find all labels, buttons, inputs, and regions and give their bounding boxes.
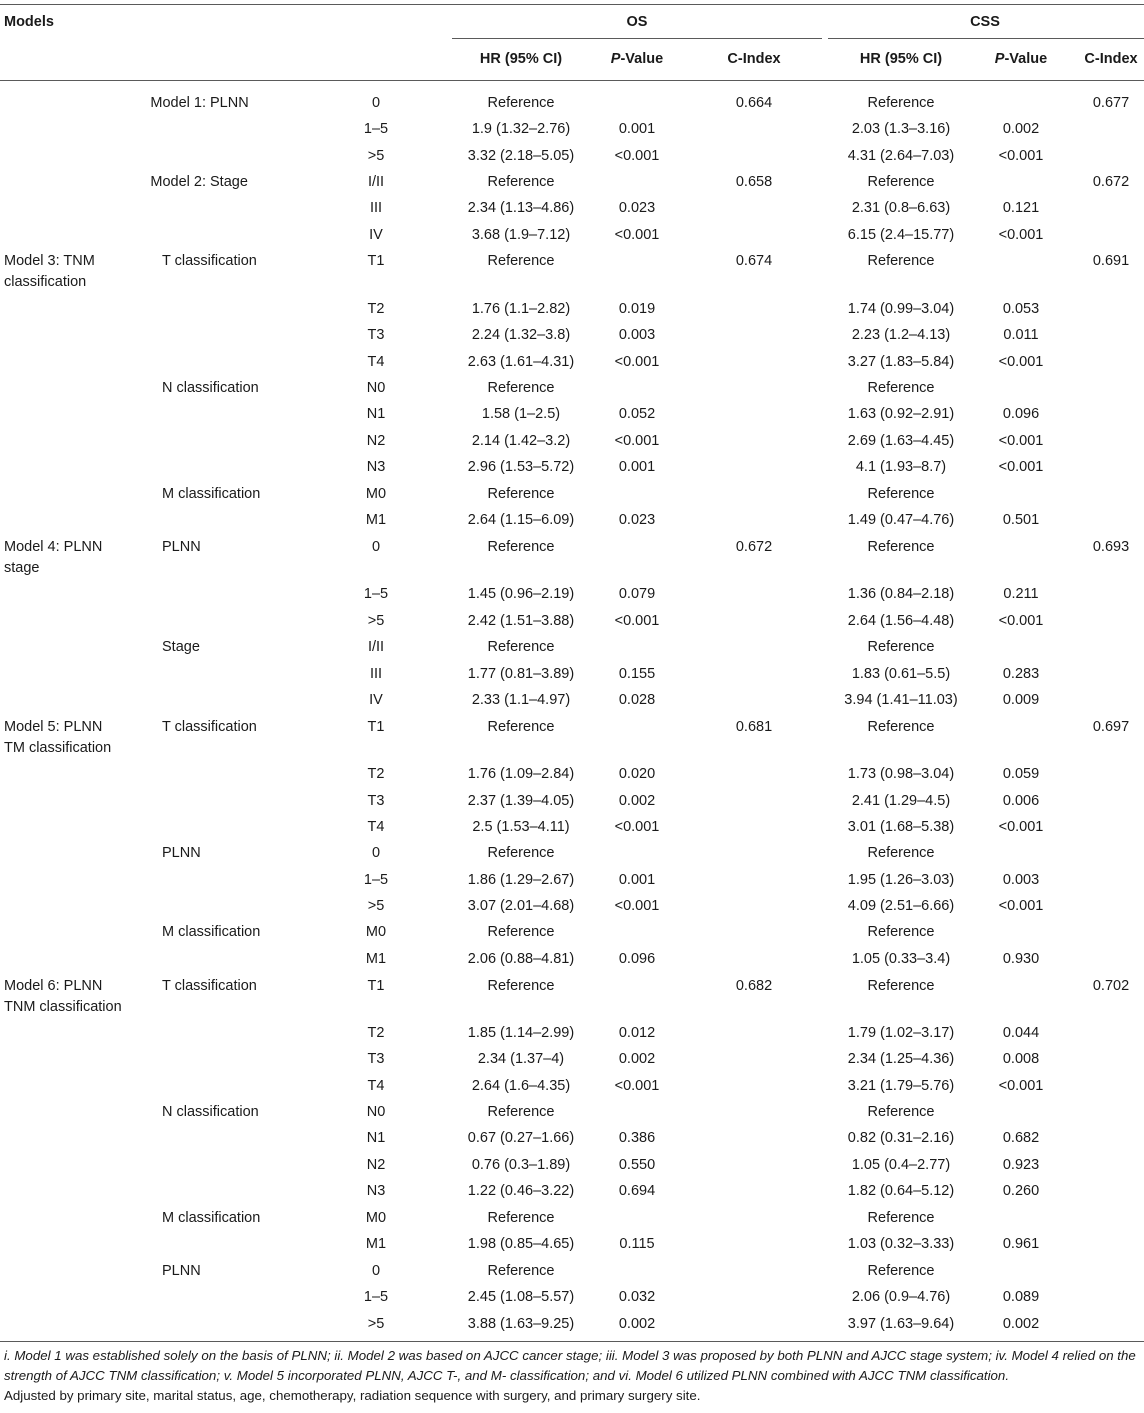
- row-os-hr: Reference: [487, 174, 555, 190]
- row-level: N3: [366, 459, 386, 475]
- row-os-pvalue: 0.028: [618, 692, 656, 708]
- row-css-pvalue: <0.001: [998, 227, 1044, 243]
- row-os-hr: 3.07 (2.01–4.68): [467, 898, 575, 914]
- row-os-hr: 1.22 (0.46–3.22): [467, 1183, 575, 1199]
- row-os-hr: 2.33 (1.1–4.97): [471, 692, 571, 708]
- row-css-hr: 2.34 (1.25–4.36): [847, 1051, 955, 1067]
- row-os-hr: 1.45 (0.96–2.19): [467, 586, 575, 602]
- row-os-cindex: 0.674: [735, 253, 773, 269]
- row-css-hr: 3.97 (1.63–9.64): [847, 1316, 955, 1332]
- row-css-pvalue: 0.260: [1002, 1183, 1040, 1199]
- row-os-pvalue: 0.115: [619, 1236, 655, 1252]
- row-os-hr: 2.34 (1.13–4.86): [467, 200, 575, 216]
- row-level: 1–5: [363, 1289, 389, 1305]
- header-css-p-letter: P: [994, 51, 1005, 67]
- row-css-pvalue: 0.002: [1002, 121, 1040, 137]
- os-group-rule: [452, 38, 822, 39]
- row-level: I/II: [367, 639, 385, 655]
- row-level: M1: [365, 951, 387, 967]
- row-variable: T classification: [162, 253, 257, 269]
- row-os-hr: Reference: [487, 924, 555, 940]
- row-level: M1: [365, 512, 387, 528]
- row-os-hr: Reference: [487, 380, 555, 396]
- row-css-hr: Reference: [867, 924, 935, 940]
- row-level: III: [369, 666, 383, 682]
- row-level: M0: [365, 1210, 387, 1226]
- row-os-pvalue: 0.002: [618, 793, 656, 809]
- row-os-hr: Reference: [487, 486, 555, 502]
- row-level: N3: [366, 1183, 386, 1199]
- row-variable: Stage: [210, 174, 248, 190]
- row-os-hr: 2.64 (1.6–4.35): [471, 1078, 571, 1094]
- row-css-pvalue: 0.044: [1002, 1025, 1040, 1041]
- header-models: Models: [4, 14, 54, 30]
- row-css-hr: 1.49 (0.47–4.76): [847, 512, 955, 528]
- row-css-hr: 2.06 (0.9–4.76): [851, 1289, 951, 1305]
- row-os-pvalue: 0.019: [618, 301, 656, 317]
- header-os-hr: HR (95% CI): [479, 51, 563, 67]
- header-os-p-rest: -Value: [620, 51, 664, 67]
- row-css-hr: 3.21 (1.79–5.76): [847, 1078, 955, 1094]
- row-level: T3: [367, 327, 385, 343]
- row-os-hr: 0.76 (0.3–1.89): [471, 1157, 571, 1173]
- row-level: N1: [366, 406, 386, 422]
- row-css-hr: 1.83 (0.61–5.5): [851, 666, 951, 682]
- row-css-hr: Reference: [867, 253, 935, 269]
- header-css-p-rest: -Value: [1004, 51, 1048, 67]
- table-footnote: [4, 1346, 1140, 1406]
- row-os-hr: 1.76 (1.09–2.84): [467, 766, 575, 782]
- row-css-pvalue: <0.001: [998, 819, 1044, 835]
- row-css-hr: Reference: [867, 174, 935, 190]
- row-css-hr: Reference: [867, 719, 935, 735]
- row-variable: M classification: [162, 1210, 261, 1226]
- row-css-hr: 1.79 (1.02–3.17): [847, 1025, 955, 1041]
- row-level: >5: [367, 148, 385, 164]
- row-css-hr: Reference: [867, 539, 935, 555]
- row-os-hr: 1.58 (1–2.5): [481, 406, 561, 422]
- row-os-cindex: 0.672: [735, 539, 773, 555]
- row-variable: N classification: [162, 1104, 259, 1120]
- row-css-hr: 4.31 (2.64–7.03): [847, 148, 955, 164]
- row-css-pvalue: 0.008: [1002, 1051, 1040, 1067]
- row-os-pvalue: 0.020: [618, 766, 656, 782]
- row-os-hr: Reference: [487, 639, 555, 655]
- row-os-hr: Reference: [487, 253, 555, 269]
- row-model-label-line2: classification: [4, 274, 87, 290]
- row-css-pvalue: 0.682: [1002, 1130, 1040, 1146]
- row-os-pvalue: 0.001: [618, 459, 656, 475]
- row-model-label-line2: stage: [4, 560, 40, 576]
- row-css-hr: Reference: [867, 1104, 935, 1120]
- row-level: 0: [371, 95, 381, 111]
- row-level: 1–5: [363, 586, 389, 602]
- row-os-pvalue: <0.001: [614, 1078, 660, 1094]
- row-level: N0: [366, 1104, 386, 1120]
- row-css-cindex: 0.677: [1092, 95, 1130, 111]
- row-os-pvalue: <0.001: [614, 227, 660, 243]
- row-os-hr: 2.14 (1.42–3.2): [471, 433, 571, 449]
- row-variable: PLNN: [162, 845, 201, 861]
- row-os-pvalue: 0.155: [618, 666, 656, 682]
- header-os-cindex: C-Index: [727, 51, 781, 67]
- row-variable: T classification: [162, 978, 257, 994]
- row-os-hr: Reference: [487, 539, 555, 555]
- row-os-hr: 1.76 (1.1–2.82): [471, 301, 571, 317]
- row-level: T2: [367, 301, 385, 317]
- row-os-pvalue: 0.694: [618, 1183, 656, 1199]
- row-css-hr: 1.03 (0.32–3.33): [847, 1236, 955, 1252]
- row-level: T1: [367, 253, 385, 269]
- row-level: 1–5: [363, 121, 389, 137]
- css-group-rule: [828, 38, 1144, 39]
- header-css-cindex: C-Index: [1084, 51, 1138, 67]
- row-model-label: Model 2:: [150, 174, 206, 190]
- row-os-hr: 2.42 (1.51–3.88): [467, 613, 575, 629]
- row-css-hr: 3.27 (1.83–5.84): [847, 354, 955, 370]
- row-css-hr: 3.94 (1.41–11.03): [844, 692, 958, 708]
- row-level: 0: [371, 845, 381, 861]
- row-os-hr: 2.34 (1.37–4): [477, 1051, 565, 1067]
- row-os-pvalue: 0.012: [618, 1025, 656, 1041]
- row-css-pvalue: 0.283: [1002, 666, 1040, 682]
- row-level: I/II: [367, 174, 385, 190]
- row-css-pvalue: 0.211: [1003, 586, 1039, 602]
- row-os-hr: Reference: [487, 1263, 555, 1279]
- row-os-pvalue: 0.001: [618, 121, 656, 137]
- row-os-pvalue: 0.386: [618, 1130, 656, 1146]
- row-css-pvalue: <0.001: [998, 613, 1044, 629]
- row-css-cindex: 0.693: [1092, 539, 1130, 555]
- row-css-hr: 1.36 (0.84–2.18): [847, 586, 955, 602]
- row-css-hr: 2.69 (1.63–4.45): [847, 433, 955, 449]
- footnote-adjusted: Adjusted by primary site, marital status, age, chemotherapy, radiation sequence with surgery, and primary surgery site.: [4, 1388, 701, 1403]
- row-os-pvalue: 0.023: [618, 512, 656, 528]
- row-level: T4: [367, 1078, 385, 1094]
- row-os-hr: 2.45 (1.08–5.57): [467, 1289, 575, 1305]
- row-css-hr: 1.63 (0.92–2.91): [847, 406, 955, 422]
- row-os-hr: Reference: [487, 95, 555, 111]
- header-bottom-rule: [0, 80, 1144, 81]
- row-model-label: Model 4: PLNN: [4, 539, 103, 555]
- row-css-hr: Reference: [867, 486, 935, 502]
- row-os-pvalue: <0.001: [614, 148, 660, 164]
- row-level: M1: [365, 1236, 387, 1252]
- row-css-hr: 3.01 (1.68–5.38): [847, 819, 955, 835]
- row-variable: PLNN: [162, 539, 201, 555]
- header-css-hr: HR (95% CI): [859, 51, 943, 67]
- row-os-pvalue: 0.032: [618, 1289, 656, 1305]
- row-os-pvalue: <0.001: [614, 613, 660, 629]
- row-css-hr: 4.09 (2.51–6.66): [847, 898, 955, 914]
- row-os-hr: Reference: [487, 1104, 555, 1120]
- row-os-pvalue: 0.023: [618, 200, 656, 216]
- row-level: >5: [367, 898, 385, 914]
- row-css-cindex: 0.672: [1092, 174, 1130, 190]
- row-level: T1: [367, 719, 385, 735]
- row-level: IV: [369, 227, 383, 243]
- row-css-cindex: 0.702: [1092, 978, 1130, 994]
- row-os-hr: 3.32 (2.18–5.05): [467, 148, 575, 164]
- row-os-hr: 1.9 (1.32–2.76): [471, 121, 571, 137]
- row-css-hr: Reference: [867, 95, 935, 111]
- row-css-pvalue: 0.930: [1002, 951, 1040, 967]
- row-level: >5: [367, 613, 385, 629]
- row-os-cindex: 0.681: [735, 719, 773, 735]
- row-os-hr: 2.06 (0.88–4.81): [467, 951, 575, 967]
- footnote-text: i. Model 1 was established solely on the basis of PLNN; ii. Model 2 was based on AJCC cancer stage; iii. Model 3 was proposed by both PLNN and AJCC stage system; iv. Model 4 relied on the strength of AJCC TNM classification; v. Model 5 incorporated PLNN, AJCC T-, and M- classification; and vi. Model 6 utilized PLNN combined with AJCC TNM classification.: [4, 1348, 1136, 1383]
- row-level: T1: [367, 978, 385, 994]
- row-css-hr: 2.64 (1.56–4.48): [847, 613, 955, 629]
- row-css-hr: Reference: [867, 1263, 935, 1279]
- row-os-hr: Reference: [487, 978, 555, 994]
- row-css-cindex: 0.697: [1092, 719, 1130, 735]
- row-css-pvalue: 0.096: [1002, 406, 1040, 422]
- row-os-hr: Reference: [487, 719, 555, 735]
- row-level: T2: [367, 1025, 385, 1041]
- header-os-pvalue: [611, 49, 663, 69]
- row-os-pvalue: 0.001: [618, 872, 656, 888]
- row-css-hr: Reference: [867, 380, 935, 396]
- row-os-hr: 2.24 (1.32–3.8): [471, 327, 571, 343]
- row-css-pvalue: 0.121: [1002, 200, 1040, 216]
- row-css-pvalue: 0.961: [1002, 1236, 1040, 1252]
- row-os-pvalue: 0.079: [618, 586, 656, 602]
- row-css-hr: 2.23 (1.2–4.13): [851, 327, 951, 343]
- row-css-hr: 1.05 (0.33–3.4): [851, 951, 951, 967]
- row-os-pvalue: <0.001: [614, 819, 660, 835]
- row-level: M0: [365, 486, 387, 502]
- header-os: OS: [626, 14, 648, 30]
- row-css-pvalue: 0.006: [1002, 793, 1040, 809]
- row-css-pvalue: 0.011: [1003, 327, 1039, 343]
- row-variable: T classification: [162, 719, 257, 735]
- row-os-hr: 2.63 (1.61–4.31): [467, 354, 575, 370]
- row-level: IV: [369, 692, 383, 708]
- row-variable: PLNN: [210, 95, 249, 111]
- row-css-hr: 4.1 (1.93–8.7): [855, 459, 947, 475]
- row-os-pvalue: 0.002: [618, 1051, 656, 1067]
- row-css-pvalue: <0.001: [998, 898, 1044, 914]
- row-css-hr: 0.82 (0.31–2.16): [847, 1130, 955, 1146]
- row-os-hr: 2.64 (1.15–6.09): [467, 512, 575, 528]
- row-variable: N classification: [162, 380, 259, 396]
- row-level: T4: [367, 819, 385, 835]
- row-os-pvalue: 0.002: [618, 1316, 656, 1332]
- row-model-label-line2: TNM classification: [4, 999, 122, 1015]
- row-css-pvalue: 0.002: [1002, 1316, 1040, 1332]
- header-os-p-letter: P: [610, 51, 621, 67]
- row-level: N0: [366, 380, 386, 396]
- row-os-hr: Reference: [487, 1210, 555, 1226]
- row-os-hr: 0.67 (0.27–1.66): [467, 1130, 575, 1146]
- row-os-hr: 1.98 (0.85–4.65): [467, 1236, 575, 1252]
- row-css-pvalue: <0.001: [998, 148, 1044, 164]
- row-level: 0: [371, 539, 381, 555]
- row-css-pvalue: <0.001: [998, 354, 1044, 370]
- row-os-hr: Reference: [487, 845, 555, 861]
- row-level: T4: [367, 354, 385, 370]
- row-level: >5: [367, 1316, 385, 1332]
- row-model-label: Model 3: TNM: [4, 253, 95, 269]
- row-css-hr: 2.03 (1.3–3.16): [851, 121, 951, 137]
- row-os-pvalue: 0.096: [618, 951, 656, 967]
- row-os-pvalue: <0.001: [614, 433, 660, 449]
- row-os-pvalue: 0.052: [618, 406, 656, 422]
- header-css-pvalue: [995, 49, 1047, 69]
- row-css-hr: 1.05 (0.4–2.77): [851, 1157, 951, 1173]
- row-css-pvalue: 0.009: [1002, 692, 1040, 708]
- row-level: N1: [366, 1130, 386, 1146]
- row-os-pvalue: 0.003: [618, 327, 656, 343]
- row-model-label: Model 5: PLNN: [4, 719, 103, 735]
- row-css-pvalue: <0.001: [998, 433, 1044, 449]
- row-level: III: [369, 200, 383, 216]
- row-css-pvalue: 0.501: [1002, 512, 1040, 528]
- header-css: CSS: [970, 14, 1000, 30]
- row-css-hr: Reference: [867, 978, 935, 994]
- row-os-hr: 3.68 (1.9–7.12): [471, 227, 571, 243]
- row-css-cindex: 0.691: [1092, 253, 1130, 269]
- row-os-hr: 1.85 (1.14–2.99): [467, 1025, 575, 1041]
- table-bottom-rule: [0, 1341, 1144, 1342]
- row-os-cindex: 0.682: [735, 978, 773, 994]
- row-css-pvalue: 0.059: [1002, 766, 1040, 782]
- row-level: 1–5: [363, 872, 389, 888]
- row-os-hr: 2.5 (1.53–4.11): [472, 819, 570, 835]
- row-css-pvalue: <0.001: [998, 459, 1044, 475]
- row-variable: PLNN: [162, 1263, 201, 1279]
- row-os-hr: 1.86 (1.29–2.67): [467, 872, 575, 888]
- row-os-pvalue: 0.550: [618, 1157, 656, 1173]
- row-css-pvalue: <0.001: [998, 1078, 1044, 1094]
- top-rule: [0, 4, 1144, 5]
- row-variable: M classification: [162, 486, 261, 502]
- row-css-hr: 1.73 (0.98–3.04): [847, 766, 955, 782]
- row-css-hr: 2.41 (1.29–4.5): [851, 793, 951, 809]
- row-model-label: Model 6: PLNN: [4, 978, 103, 994]
- row-os-hr: 2.37 (1.39–4.05): [467, 793, 575, 809]
- row-level: T3: [367, 793, 385, 809]
- row-os-hr: 1.77 (0.81–3.89): [467, 666, 575, 682]
- row-os-pvalue: <0.001: [614, 354, 660, 370]
- row-level: N2: [366, 433, 386, 449]
- row-variable: M classification: [162, 924, 261, 940]
- row-level: T2: [367, 766, 385, 782]
- row-css-pvalue: 0.053: [1002, 301, 1040, 317]
- row-css-hr: Reference: [867, 845, 935, 861]
- row-css-hr: 1.82 (0.64–5.12): [847, 1183, 955, 1199]
- row-os-pvalue: <0.001: [614, 898, 660, 914]
- row-css-hr: Reference: [867, 1210, 935, 1226]
- row-level: M0: [365, 924, 387, 940]
- row-css-hr: 6.15 (2.4–15.77): [847, 227, 955, 243]
- row-css-hr: 2.31 (0.8–6.63): [851, 200, 951, 216]
- row-os-hr: 2.96 (1.53–5.72): [467, 459, 575, 475]
- row-os-hr: 3.88 (1.63–9.25): [467, 1316, 575, 1332]
- row-variable: Stage: [162, 639, 200, 655]
- row-css-pvalue: 0.923: [1002, 1157, 1040, 1173]
- row-css-hr: 1.95 (1.26–3.03): [847, 872, 955, 888]
- row-level: N2: [366, 1157, 386, 1173]
- row-model-label: Model 1:: [150, 95, 206, 111]
- row-css-hr: 1.74 (0.99–3.04): [847, 301, 955, 317]
- row-model-label-line2: TM classification: [4, 740, 112, 756]
- row-os-cindex: 0.658: [735, 174, 773, 190]
- row-os-cindex: 0.664: [735, 95, 773, 111]
- row-css-pvalue: 0.089: [1002, 1289, 1040, 1305]
- row-level: 0: [371, 1263, 381, 1279]
- row-css-pvalue: 0.003: [1002, 872, 1040, 888]
- row-css-hr: Reference: [867, 639, 935, 655]
- row-level: T3: [367, 1051, 385, 1067]
